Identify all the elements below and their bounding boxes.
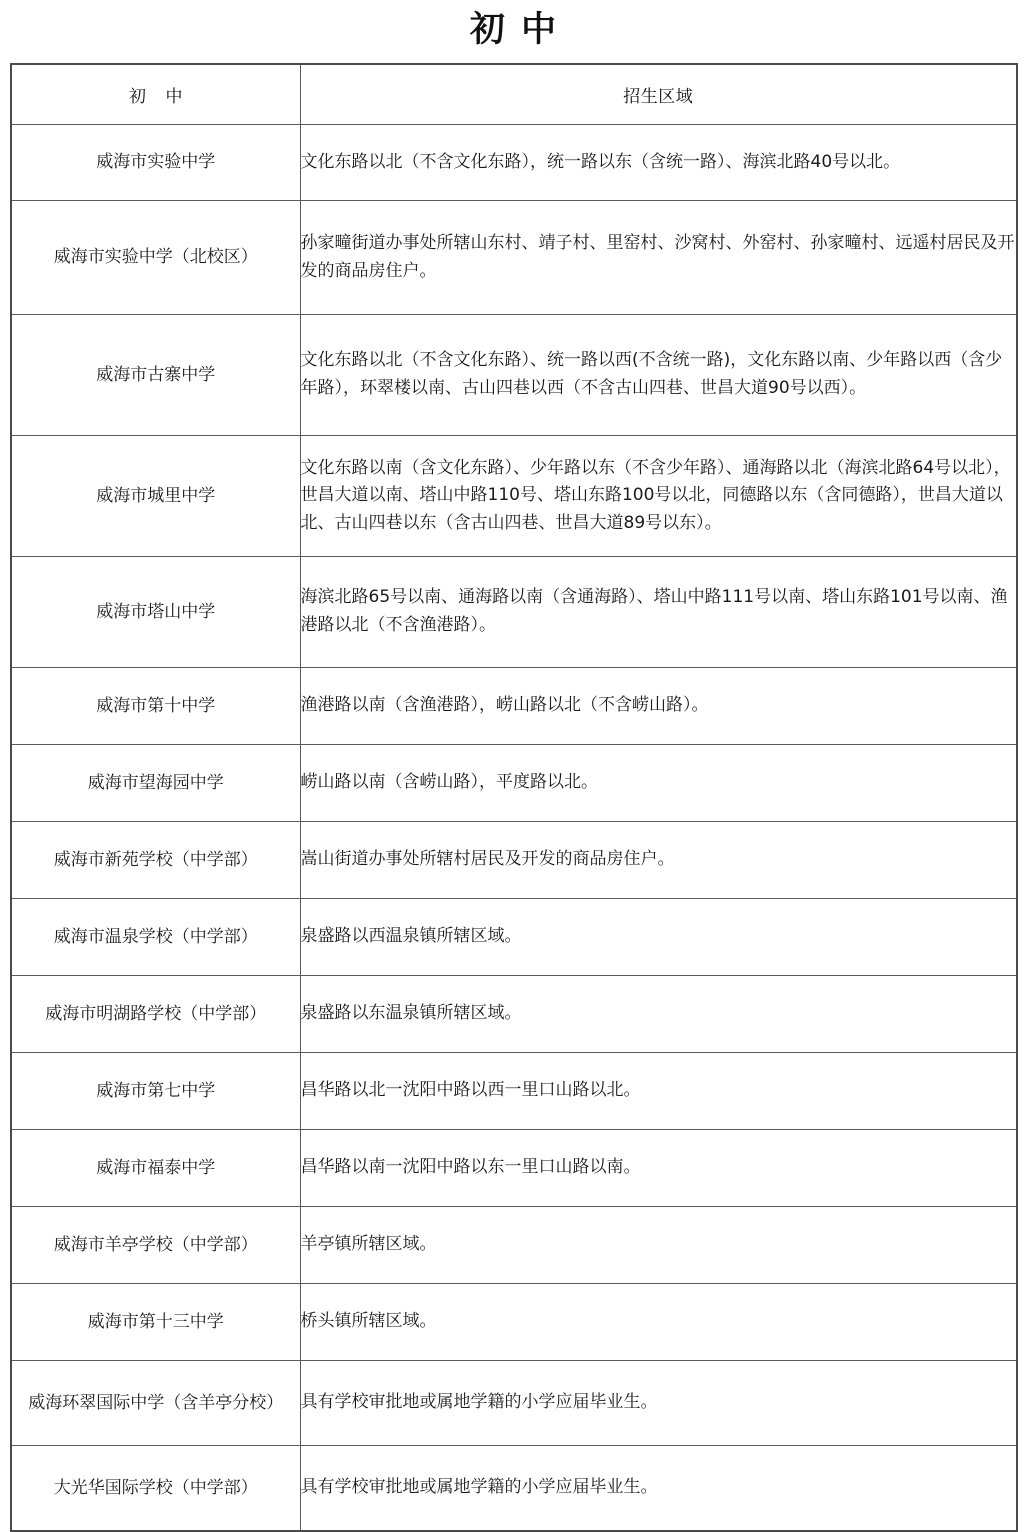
cell-zone: 文化东路以南（含文化东路）、少年路以东（不含少年路）、通海路以北（海滨北路64号以北），世昌大道以南、塔山中路110号、塔山东路100号以北，同德路以东（含同德路），世昌大道以北、古山四巷以东（含古山四巷、世昌大道89号以东）。 bbox=[300, 436, 1017, 557]
table-row bbox=[11, 976, 1017, 1053]
cell-school: 威海市明湖路学校（中学部） bbox=[11, 976, 300, 1053]
table-row bbox=[11, 668, 1017, 745]
enrollment-zone-table bbox=[10, 63, 1018, 1532]
table-row bbox=[11, 557, 1017, 668]
cell-zone: 泉盛路以西温泉镇所辖区域。 bbox=[300, 899, 1017, 976]
column-header-school: 初 中 bbox=[11, 64, 300, 125]
cell-zone: 桥头镇所辖区域。 bbox=[300, 1284, 1017, 1361]
table-row bbox=[11, 745, 1017, 822]
cell-school: 威海市福泰中学 bbox=[11, 1130, 300, 1207]
table-row bbox=[11, 822, 1017, 899]
cell-zone: 昌华路以北一沈阳中路以西一里口山路以北。 bbox=[300, 1053, 1017, 1130]
cell-school: 威海市新苑学校（中学部） bbox=[11, 822, 300, 899]
cell-zone: 嵩山街道办事处所辖村居民及开发的商品房住户。 bbox=[300, 822, 1017, 899]
cell-school: 威海市第十三中学 bbox=[11, 1284, 300, 1361]
table-row bbox=[11, 1361, 1017, 1446]
table-row bbox=[11, 1207, 1017, 1284]
cell-school: 威海市塔山中学 bbox=[11, 557, 300, 668]
table-row bbox=[11, 201, 1017, 315]
cell-zone: 文化东路以北（不含文化东路），统一路以东（含统一路）、海滨北路40号以北。 bbox=[300, 125, 1017, 201]
cell-zone: 昌华路以南一沈阳中路以东一里口山路以南。 bbox=[300, 1130, 1017, 1207]
table-row bbox=[11, 1053, 1017, 1130]
table-row bbox=[11, 315, 1017, 436]
cell-school: 威海市温泉学校（中学部） bbox=[11, 899, 300, 976]
cell-school: 威海市古寨中学 bbox=[11, 315, 300, 436]
cell-zone: 具有学校审批地或属地学籍的小学应届毕业生。 bbox=[300, 1361, 1017, 1446]
cell-zone: 文化东路以北（不含文化东路）、统一路以西(不含统一路)，文化东路以南、少年路以西（含少年路），环翠楼以南、古山四巷以西（不含古山四巷、世昌大道90号以西）。 bbox=[300, 315, 1017, 436]
cell-school: 威海市第七中学 bbox=[11, 1053, 300, 1130]
cell-school: 威海市城里中学 bbox=[11, 436, 300, 557]
table-row bbox=[11, 1130, 1017, 1207]
table-row bbox=[11, 125, 1017, 201]
cell-school: 威海环翠国际中学（含羊亭分校） bbox=[11, 1361, 300, 1446]
cell-zone: 海滨北路65号以南、通海路以南（含通海路）、塔山中路111号以南、塔山东路101号以南、渔港路以北（不含渔港路）。 bbox=[300, 557, 1017, 668]
table-body bbox=[11, 125, 1017, 1532]
table-header-row bbox=[11, 64, 1017, 125]
table-row bbox=[11, 1284, 1017, 1361]
cell-zone: 孙家疃街道办事处所辖山东村、靖子村、里窑村、沙窝村、外窑村、孙家疃村、远遥村居民及开发的商品房住户。 bbox=[300, 201, 1017, 315]
table-header bbox=[11, 64, 1017, 125]
table-row bbox=[11, 899, 1017, 976]
cell-school: 威海市实验中学 bbox=[11, 125, 300, 201]
cell-zone: 泉盛路以东温泉镇所辖区域。 bbox=[300, 976, 1017, 1053]
cell-zone: 羊亭镇所辖区域。 bbox=[300, 1207, 1017, 1284]
cell-school: 威海市第十中学 bbox=[11, 668, 300, 745]
cell-zone: 崂山路以南（含崂山路），平度路以北。 bbox=[300, 745, 1017, 822]
cell-school: 大光华国际学校（中学部） bbox=[11, 1446, 300, 1532]
cell-school: 威海市望海园中学 bbox=[11, 745, 300, 822]
column-header-zone: 招生区域 bbox=[300, 64, 1017, 125]
cell-school: 威海市实验中学（北校区） bbox=[11, 201, 300, 315]
cell-zone: 具有学校审批地或属地学籍的小学应届毕业生。 bbox=[300, 1446, 1017, 1532]
table-row bbox=[11, 1446, 1017, 1532]
cell-school: 威海市羊亭学校（中学部） bbox=[11, 1207, 300, 1284]
page-title: 初 中 bbox=[469, 9, 559, 50]
table-row bbox=[11, 436, 1017, 557]
cell-zone: 渔港路以南（含渔港路），崂山路以北（不含崂山路）。 bbox=[300, 668, 1017, 745]
